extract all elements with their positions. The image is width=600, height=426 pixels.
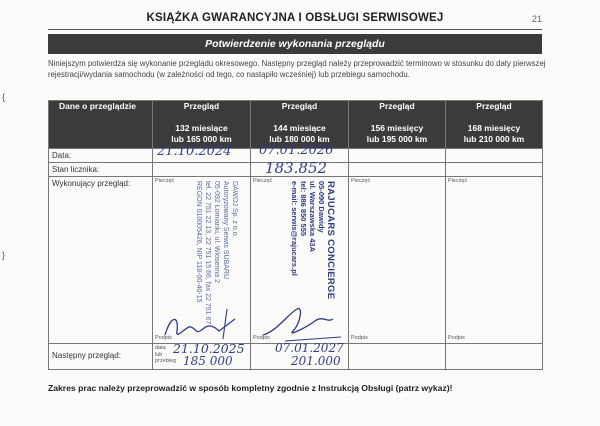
corner-label: Dane o przeglądzie (49, 101, 153, 149)
performer-cell (251, 177, 349, 344)
signature-label: Podpis (155, 335, 172, 341)
odometer-cell (349, 163, 446, 177)
next-inspection-cell (446, 344, 543, 370)
mini-label-line: data (155, 345, 166, 351)
next-inspection-cell (349, 344, 446, 370)
signature-scribble (257, 301, 347, 345)
odometer-cell (251, 159, 349, 177)
section-banner: Potwierdzenie wykonania przeglądu (48, 34, 542, 54)
mini-label-line: lub (155, 351, 163, 358)
stamp-line: tel: 886 850 555 (299, 181, 308, 237)
stamp-line: 05-092 Łomianki, ul. Wiosenna 2 (213, 181, 220, 283)
margin-mark: } (2, 250, 6, 260)
footer-note: Zakres prac należy przeprowadzić w sposób kompletny zgodnie z Instrukcją Obsługi (patrz wykaz)! (48, 383, 453, 393)
service-table (48, 100, 543, 370)
intro-text: Niniejszym potwierdza się wykonanie przeglądu okresowego. Następny przegląd należy przeprowadzić terminowo w stosunku do daty pierwszej rejestracji/wydania samochodu (w zależności od tego, co nastąpiło wcześniej) lub przebiegu samochodu. (48, 59, 546, 79)
handwritten-odometer: 183.852 (265, 159, 328, 177)
date-cell (349, 149, 446, 163)
handwritten-date: 07.01.2026 (259, 143, 334, 158)
handwritten-next-km: 185 000 (183, 354, 233, 368)
column-km: lub 180 000 km (269, 134, 330, 144)
stamp-line: RAJUCARS CONCIERGE (325, 181, 336, 300)
performer-cell (153, 177, 251, 344)
odometer-cell (446, 163, 543, 177)
dealer-stamp (290, 181, 335, 299)
stamp-line: tel. 22 751 22 13, 22 751 15 66, fax 22 751 67 (204, 181, 211, 325)
column-title: Przegląd (183, 101, 220, 111)
stamp-label: Pieczęć (253, 178, 273, 184)
column-header (349, 101, 446, 149)
column-header (446, 101, 543, 149)
stamp-line: DAWOJ Sp. z o.o. (231, 181, 238, 238)
performer-cell (349, 177, 446, 344)
signature-label: Podpis (351, 335, 368, 341)
stamp-line: e-mail: serwis@rajucars.pl (290, 181, 299, 276)
stamp-label: Pieczęć (155, 178, 175, 184)
row-label-next: Następny przegląd: (49, 344, 153, 370)
stamp-label: Pieczęć (351, 178, 371, 184)
column-months: 132 miesiące (175, 123, 228, 133)
performer-cell (446, 177, 543, 344)
stamp-line: ul. Warszawska 43A (308, 181, 317, 253)
next-inspection-cell (153, 341, 251, 370)
handwritten-next-date: 21.10.2025 (173, 341, 245, 356)
stamp-label: Pieczęć (448, 178, 468, 184)
row-label-date: Data: (49, 149, 153, 163)
column-title: Przegląd (281, 101, 318, 111)
column-months: 156 miesięcy (370, 123, 424, 133)
page-title: KSIĄŻKA GWARANCYJNA I OBSŁUGI SERWISOWEJ (146, 12, 444, 24)
handwritten-date: 21.10.2024 (157, 144, 232, 159)
page-header (48, 10, 542, 30)
next-inspection-cell (251, 341, 349, 370)
column-km: lub 165 000 km (171, 134, 232, 144)
page-number: 21 (531, 14, 542, 24)
column-km: lub 195 000 km (366, 134, 428, 144)
column-header (251, 101, 349, 149)
odometer-cell (153, 163, 251, 177)
row-label-performer: Wykonujący przegląd: (49, 177, 153, 344)
margin-mark: { (2, 92, 6, 102)
date-cell (446, 149, 543, 163)
dealer-stamp (194, 181, 239, 324)
mini-label-line: przebieg (155, 358, 177, 364)
column-title: Przegląd (476, 101, 512, 111)
column-title: Przegląd (379, 101, 415, 111)
stamp-line: REGON 010005426, NIP 118-00-40-15 (195, 181, 202, 303)
date-cell (153, 144, 251, 163)
column-header (153, 101, 251, 149)
signature-label: Podpis (253, 335, 270, 341)
row-label-odometer: Stan licznika: (49, 163, 153, 177)
handwritten-next-km: 201.000 (291, 354, 341, 368)
handwritten-next-date: 07.01.2027 (275, 341, 344, 355)
column-months: 144 miesiące (273, 123, 326, 133)
signature-label: Podpis (448, 335, 465, 341)
stamp-line: 05-090 Dawidy (317, 181, 326, 233)
column-km: lub 210 000 km (463, 134, 525, 144)
stamp-line: Autoryzowany Serwis SUBARU (222, 181, 229, 280)
column-months: 168 miesięcy (467, 123, 521, 133)
